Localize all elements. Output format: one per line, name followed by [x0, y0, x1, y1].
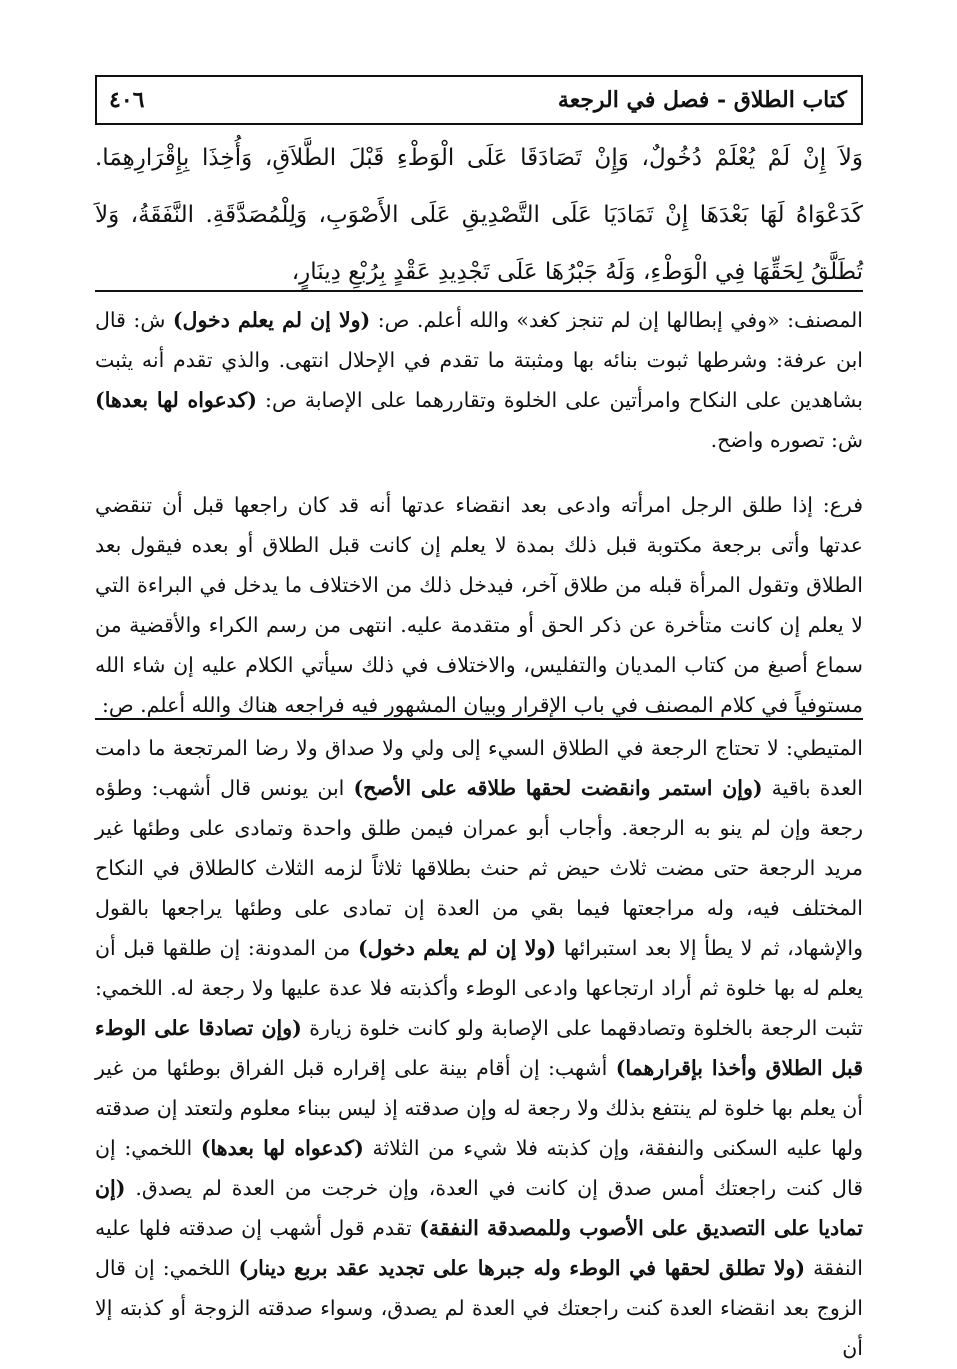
- commentary-text: تقدم قول أشهب إن صدقته فلها عليه النفقة: [95, 1216, 864, 1280]
- quoted-matn: (وإن استمر وانقضت لحقها طلاقه على الأصح): [353, 776, 763, 800]
- commentary-block-1: [95, 300, 863, 460]
- quoted-matn: (ولا إن لم يعلم دخول): [357, 936, 557, 960]
- commentary-text: المتيطي: لا تحتاج الرجعة في الطلاق السيء إلى ولي ولا صداق ولا رضا المرتجعة ما دامت العدة باقية: [95, 736, 863, 800]
- far-paragraph: فرع: إذا طلق الرجل امرأته وادعى بعد انقضاء عدتها أنه قد كان راجعها قبل أن تنقضي عدتها وأتى برجعة مكتوبة قبل ذلك بمدة لا يعلم إن كانت قبل الطلاق أو بعده فيقول بعد الطلاق وتقول المرأة قبله من طلاق آخر، فيدخل ذلك من الاختلاف ما يدخل في البراءة التي لا يعلم إن كانت متأخرة عن ذكر الحق أو متقدمة عليه. انتهى من رسم الكراء والأقضية من سماع أصبغ من كتاب المديان والتفليس، والاختلاف في ذلك سيأتي الكلام عليه إن شاء الله مستوفياً في كلام المصنف في باب الإقرار وبيان المشهور فيه فراجعه هناك والله أعلم. ص:: [95, 493, 863, 717]
- commentary-paragraph: [95, 300, 863, 460]
- commentary-text: اللخمي: إن قال الزوج بعد انقضاء العدة كنت راجعتك في العدة لم يصدق، وسواء صدقته الزوجة أو كذبته إلا أن: [95, 1256, 863, 1360]
- commentary-text: من المدونة: إن طلقها قبل أن يعلم له بها خلوة ثم أراد ارتجاعها وادعى الوطء وأكذبته فلا عدة عليها ولا رجعة له. اللخمي: تثبت الرجعة بالخلوة وتصادقهما على الإصابة ولو كانت خلوة زيارة: [95, 936, 864, 1040]
- commentary-paragraph: [95, 728, 863, 1368]
- commentary-text: ش: قال ابن عرفة: وشرطها ثبوت بنائه بها ومثبتة ما تقدم في الإحلال انتهى. والذي تقدم أنه يثبت بشاهدين على النكاح وامرأتين على الخلوة وتقاررهما على الإصابة ص:: [95, 308, 863, 412]
- divider-line: [95, 718, 863, 720]
- quoted-matn: (ولا تطلق لحقها في الوطء وله جبرها على تجديد عقد بربع دينار): [238, 1256, 806, 1280]
- commentary-text: اللخمي: إن قال كنت راجعتك أمس صدق إن كانت في العدة، وإن خرجت من العدة لم يصدق.: [95, 1136, 863, 1200]
- quoted-matn: (وإن تصادقا على الوطء قبل الطلاق وأخذا بإقرارهما): [95, 1016, 863, 1080]
- divider-line: [95, 290, 863, 292]
- quoted-matn: (كدعواه لها بعدها): [95, 388, 257, 412]
- page-number: ٤٠٦: [109, 87, 145, 113]
- commentary-block-3: [95, 728, 863, 1368]
- commentary-text: أشهب: إن أقام بينة على إقراره قبل الفراق بوطئها من غير أن يعلم بها خلوة لم ينتفع بذلك ولا رجعة له وإن صدقته إذ ليس ببناء معلوم ولتعتد إن صدقته ولها عليه السكنى والنفقة، وإن كذبته فلا شيء من الثلاثة: [95, 1056, 863, 1160]
- commentary-text: ش: تصوره واضح.: [710, 428, 863, 452]
- commentary-block-2: [95, 485, 863, 725]
- quoted-matn: (ولا إن لم يعلم دخول): [172, 308, 371, 332]
- quoted-matn: (كدعواه لها بعدها): [200, 1136, 364, 1160]
- running-title: كتاب الطلاق - فصل في الرجعة: [557, 87, 847, 113]
- page-header: [95, 75, 863, 125]
- commentary-text: ابن يونس قال أشهب: وطؤه رجعة وإن لم ينو به الرجعة. وأجاب أبو عمران فيمن طلق واحدة وتمادى على وطئها غير مريد الرجعة حتى مضت ثلاث حيض ثم حنث بطلاقها ثلاثاً لزمه الثلاث كالطلاق في النكاح المختلف فيه، وله مراجعتها فيما بقي من العدة إن تمادى على وطئها يراجعها بالقول والإشهاد، ثم لا يطأ إلا بعد استبرائها: [95, 776, 864, 960]
- main-text: [95, 130, 863, 301]
- matn-paragraph: وَلاَ إِنْ لَمْ يُعْلَمْ دُخُولٌ، وَإِنْ تَصَادَقَا عَلَى الْوَطْءِ قَبْلَ الطَّلاَقِ، وَأُخِذَا بِإِقْرَارِهِمَا. كَدَعْوَاهُ لَهَا بَعْدَهَا إِنْ تَمَادَيَا عَلَى التَّصْدِيقِ عَلَى الأَصْوَبِ، وَلِلْمُصَدَّقَةِ. النَّفَقَةُ، وَلاَ تُطَلَّقُ لِحَقِّهَا فِي الْوَطْءِ، وَلَهُ جَبْرُهَا عَلَى تَجْدِيدِ عَقْدٍ بِرُبْعِ دِينَارٍ،: [95, 145, 863, 285]
- quoted-matn: (إن تماديا على التصديق على الأصوب وللمصدقة النفقة): [95, 1176, 863, 1240]
- commentary-text: المصنف: «وفي إبطالها إن لم تنجز كغد» والله أعلم. ص:: [370, 308, 863, 332]
